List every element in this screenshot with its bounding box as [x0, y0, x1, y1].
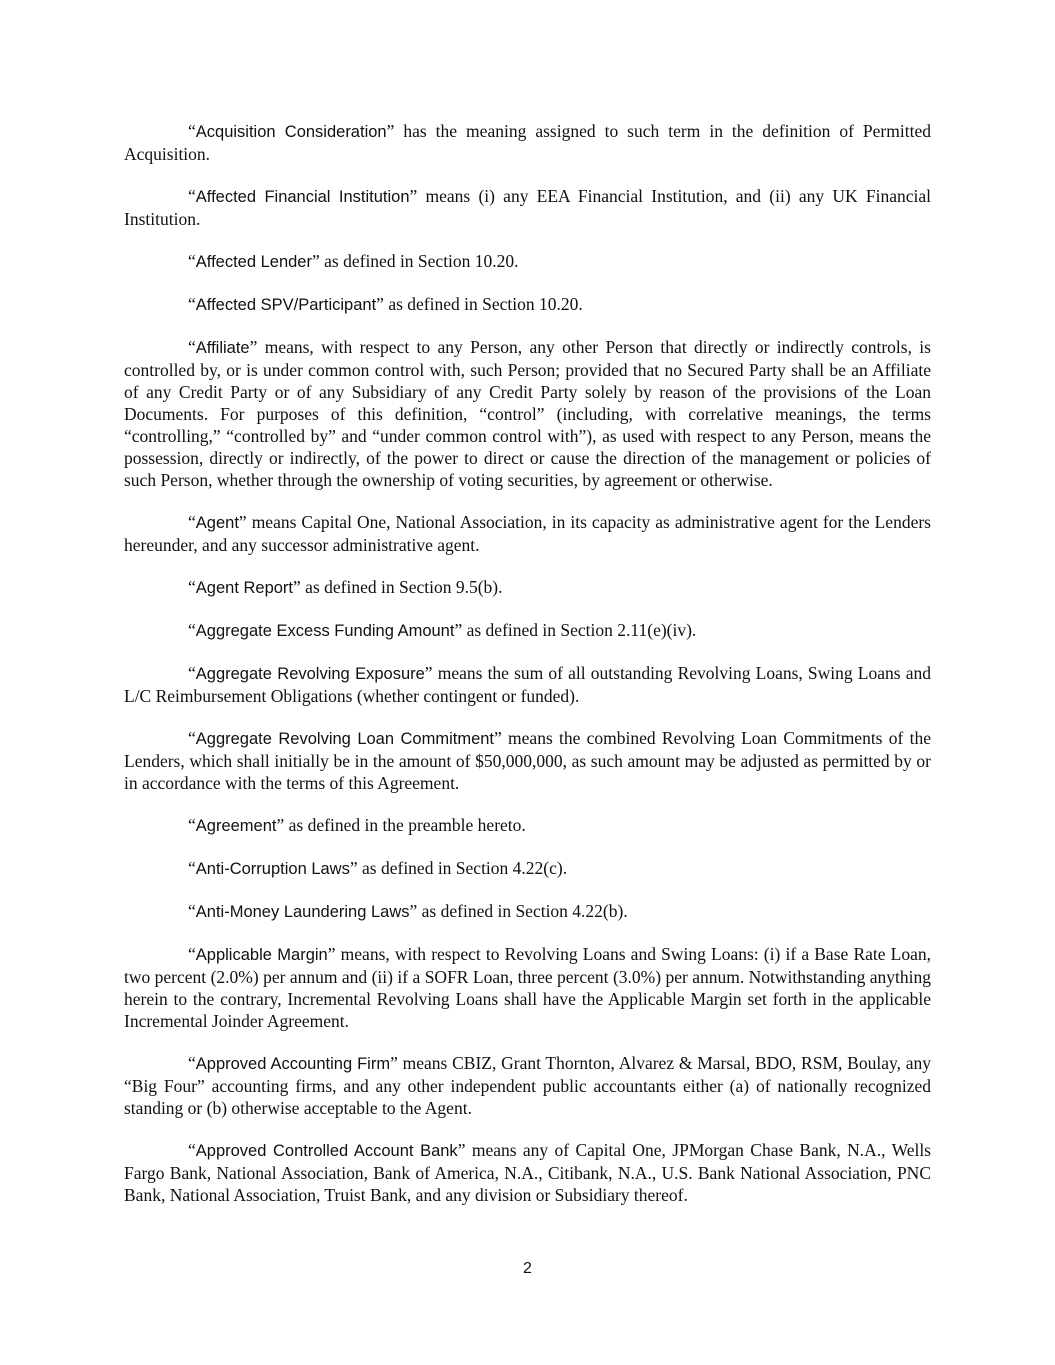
- definition-text: means Capital One, National Association, in its capacity as administrative agent for the Lenders hereunder, and any successor administrative agent.: [124, 512, 931, 555]
- definition-paragraph: “Acquisition Consideration” has the meaning assigned to such term in the definition of Permitted Acquisition.: [124, 121, 931, 164]
- defined-term: Affected Financial Institution: [195, 188, 410, 206]
- definition-paragraph: “Affected SPV/Participant” as defined in Section 10.20.: [188, 294, 583, 314]
- defined-term: Aggregate Revolving Loan Commitment: [195, 730, 495, 748]
- definition-paragraph: “Aggregate Revolving Loan Commitment” means the combined Revolving Loan Commitments of the Lenders, which shall initially be in the amount of $50,000,000, as such amount may be adjusted as permitted by or in accordance with the terms of this Agreement.: [124, 728, 931, 793]
- defined-term: Approved Controlled Account Bank: [195, 1142, 458, 1160]
- defined-term: Affected Lender: [195, 253, 312, 271]
- defined-term: Anti-Money Laundering Laws: [195, 903, 410, 921]
- definition-paragraph: “Agreement” as defined in the preamble hereto.: [188, 815, 526, 835]
- defined-term: Applicable Margin: [195, 946, 328, 964]
- definition-text: as defined in Section 2.11(e)(iv).: [466, 620, 697, 640]
- definition-paragraph: “Aggregate Revolving Exposure” means the sum of all outstanding Revolving Loans, Swing Loans and L/C Reimbursement Obligations (whether contingent or funded).: [124, 663, 931, 706]
- definition-text: means CBIZ, Grant Thornton, Alvarez & Marsal, BDO, RSM, Boulay, any “Big Four” accounting firms, and any other independent public accountants either (a) of nationally recognized standing or (b) otherwise acceptable to the Agent.: [124, 1053, 931, 1118]
- definition-text: as defined in the preamble hereto.: [288, 815, 526, 835]
- defined-term: Aggregate Excess Funding Amount: [195, 622, 455, 640]
- definition-text: means (i) any EEA Financial Institution, and (ii) any UK Financial Institution.: [124, 186, 931, 229]
- defined-term: Affected SPV/Participant: [195, 296, 377, 314]
- defined-term: Anti-Corruption Laws: [195, 860, 350, 878]
- definition-paragraph: “Anti-Money Laundering Laws” as defined in Section 4.22(b).: [188, 901, 628, 921]
- page-number: 2: [523, 1260, 532, 1277]
- definition-text: as defined in Section 4.22(c).: [362, 858, 568, 878]
- definition-paragraph: “Anti-Corruption Laws” as defined in Section 4.22(c).: [188, 858, 568, 878]
- definition-text: has the meaning assigned to such term in the definition of Permitted Acquisition.: [124, 121, 931, 164]
- definition-paragraph: “Aggregate Excess Funding Amount” as defined in Section 2.11(e)(iv).: [188, 620, 697, 640]
- defined-term: Acquisition Consideration: [195, 123, 387, 141]
- definition-paragraph: “Applicable Margin” means, with respect to Revolving Loans and Swing Loans: (i) if a Base Rate Loan, two percent (2.0%) per annum and (ii) if a SOFR Loan, three percent (3.0%) per annum. Notwithstanding anything herein to the contrary, Incremental Revolving Loans shall have the Applicable Margin set forth in the applicable Incremental Joinder Agreement.: [124, 944, 932, 1031]
- defined-term: Agreement: [195, 817, 277, 835]
- definition-paragraph: “Approved Controlled Account Bank” means any of Capital One, JPMorgan Chase Bank, N.A., Wells Fargo Bank, National Association, Bank of America, N.A., Citibank, N.A., U.S. Bank National Association, PNC Bank, National Association, Truist Bank, and any division or Subsidiary thereof.: [124, 1140, 931, 1205]
- definition-text: means, with respect to any Person, any other Person that directly or indirectly controls, is controlled by, or is under common control with, such Person; provided that no Secured Party shall be an Affiliate of any Credit Party or of any Subsidiary of any Credit Party solely by reason of the provisions of the Loan Documents. For purposes of this definition, “control” (including, with correlative meanings, the terms “controlling,” “controlled by” and “under common control with”), as used with respect to any Person, means the possession, directly or indirectly, of the power to direct or cause the direction of the management or policies of such Person, whether through the ownership of voting securities, by agreement or otherwise.: [124, 337, 931, 490]
- definition-text: as defined in Section 4.22(b).: [421, 901, 628, 921]
- definition-text: means the sum of all outstanding Revolving Loans, Swing Loans and L/C Reimbursement Obligations (whether contingent or funded).: [124, 663, 931, 706]
- definition-text: means, with respect to Revolving Loans and Swing Loans: (i) if a Base Rate Loan, two percent (2.0%) per annum and (ii) if a SOFR Loan, three percent (3.0%) per annum. Notwithstanding anything herein to the contrary, Incremental Revolving Loans shall have the Applicable Margin set forth in the applicable Incremental Joinder Agreement.: [124, 944, 932, 1031]
- definition-text: as defined in Section 9.5(b).: [305, 577, 503, 597]
- definition-text: as defined in Section 10.20.: [388, 294, 583, 314]
- definition-text: as defined in Section 10.20.: [324, 251, 519, 271]
- defined-term: Approved Accounting Firm: [195, 1055, 391, 1073]
- document-body: [124, 120, 931, 1226]
- definition-text: means the combined Revolving Loan Commitments of the Lenders, which shall initially be in the amount of $50,000,000, as such amount may be adjusted as permitted by or in accordance with the terms of this Agreement.: [124, 728, 931, 793]
- defined-term: Affiliate: [195, 339, 250, 357]
- defined-term: Agent: [195, 514, 239, 532]
- definition-paragraph: “Agent Report” as defined in Section 9.5(b).: [188, 577, 503, 597]
- definition-paragraph: “Affected Financial Institution” means (i) any EEA Financial Institution, and (ii) any UK Financial Institution.: [124, 186, 931, 229]
- defined-term: Aggregate Revolving Exposure: [195, 665, 425, 683]
- definition-paragraph: “Affiliate” means, with respect to any Person, any other Person that directly or indirectly controls, is controlled by, or is under common control with, such Person; provided that no Secured Party shall be an Affiliate of any Credit Party or of any Subsidiary of any Credit Party solely by reason of the provisions of the Loan Documents. For purposes of this definition, “control” (including, with correlative meanings, the terms “controlling,” “controlled by” and “under common control with”), as used with respect to any Person, means the possession, directly or indirectly, of the power to direct or cause the direction of the management or policies of such Person, whether through the ownership of voting securities, by agreement or otherwise.: [124, 337, 931, 490]
- definition-paragraph: “Approved Accounting Firm” means CBIZ, Grant Thornton, Alvarez & Marsal, BDO, RSM, Boulay, any “Big Four” accounting firms, and any other independent public accountants either (a) of nationally recognized standing or (b) otherwise acceptable to the Agent.: [124, 1053, 931, 1118]
- definition-text: means any of Capital One, JPMorgan Chase Bank, N.A., Wells Fargo Bank, National Association, Bank of America, N.A., Citibank, N.A., U.S. Bank National Association, PNC Bank, National Association, Truist Bank, and any division or Subsidiary thereof.: [124, 1140, 931, 1205]
- definition-paragraph: “Agent” means Capital One, National Association, in its capacity as administrative agent for the Lenders hereunder, and any successor administrative agent.: [124, 512, 931, 555]
- defined-term: Agent Report: [195, 579, 294, 597]
- definition-paragraph: “Affected Lender” as defined in Section 10.20.: [188, 251, 519, 271]
